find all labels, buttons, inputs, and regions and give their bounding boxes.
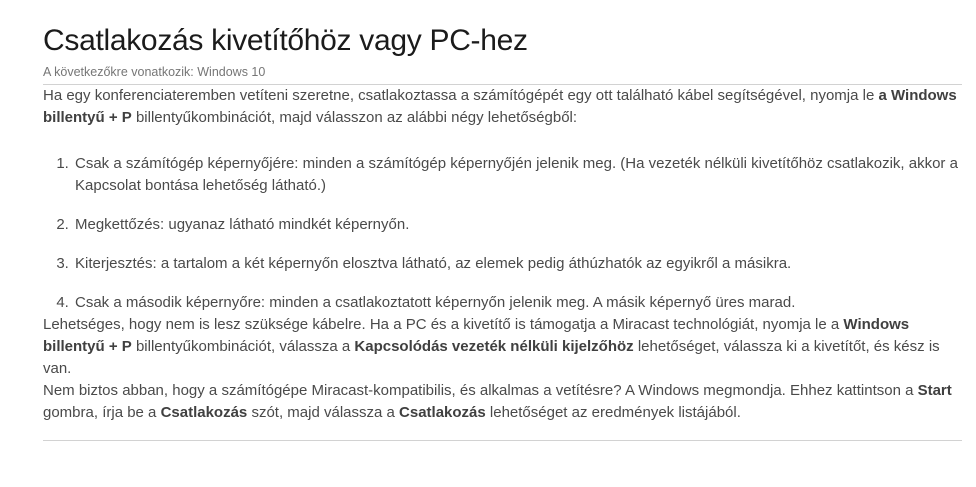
list-item-extend <box>73 253 962 275</box>
text-segment: billentyűkombinációt, majd válasszon az alábbi négy lehetőségből: <box>131 109 578 126</box>
list-item-pc-screen-only <box>73 153 962 197</box>
text-segment-bold: a Windows billentyű + P <box>43 87 957 126</box>
text-segment: szót, majd válassza a <box>247 404 400 421</box>
text-segment: Megkettőzés: ugyanaz látható mindkét képernyőn. <box>75 216 410 233</box>
text-segment-bold: Windows billentyű + P <box>43 316 910 355</box>
text-segment: Ha egy konferenciateremben vetíteni szeretne, csatlakoztassa a számítógépét egy ott található kábel segítségével, nyomja le <box>43 87 879 104</box>
miracast-paragraph <box>43 314 962 380</box>
list-item-second-screen-only <box>73 292 962 314</box>
compatibility-paragraph <box>43 380 962 424</box>
text-segment: Csak a számítógép képernyőjére: minden a számítógép képernyőjén jelenik meg. (Ha vezeték nélküli kivetítőhöz csatlakozik, akkor a Kapcsolat bontása lehetőség látható.) <box>75 155 958 194</box>
text-segment-bold: Csatlakozás <box>160 404 248 421</box>
text-segment-bold: Kapcsolódás vezeték nélküli kijelzőhöz <box>354 338 634 355</box>
intro-paragraph <box>43 85 962 129</box>
text-segment: gombra, írja be a <box>43 404 161 421</box>
text-segment-bold: Csatlakozás <box>399 404 486 421</box>
text-segment: billentyűkombinációt, válassza a <box>131 338 355 355</box>
text-segment: Csak a második képernyőre: minden a csatlakoztatott képernyőn jelenik meg. A másik képernyő üres marad. <box>75 294 796 311</box>
text-segment: lehetőséget, válassza ki a kivetítőt, és kész is van. <box>43 338 940 377</box>
projection-options-list <box>43 153 962 314</box>
applies-to-label: A következőkre vonatkozik: Windows 10 <box>43 65 266 79</box>
text-segment: Lehetséges, hogy nem is lesz szüksége kábelre. Ha a PC és a kivetítő is támogatja a Miracast technológiát, nyomja le a <box>43 316 844 333</box>
text-segment: lehetőséget az eredmények listájából. <box>485 404 741 421</box>
list-item-duplicate <box>73 214 962 236</box>
text-segment: Kiterjesztés: a tartalom a két képernyőn elosztva látható, az elemek pedig áthúzhatók az egyikről a másikra. <box>75 255 792 272</box>
text-segment-bold: Start <box>917 382 952 399</box>
footer-divider <box>43 440 962 441</box>
page-title: Csatlakozás kivetítőhöz vagy PC-hez <box>43 24 528 57</box>
text-segment: Nem biztos abban, hogy a számítógépe Miracast-kompatibilis, és alkalmas a vetítésre? A Windows megmondja. Ehhez kattintson a <box>43 382 918 399</box>
